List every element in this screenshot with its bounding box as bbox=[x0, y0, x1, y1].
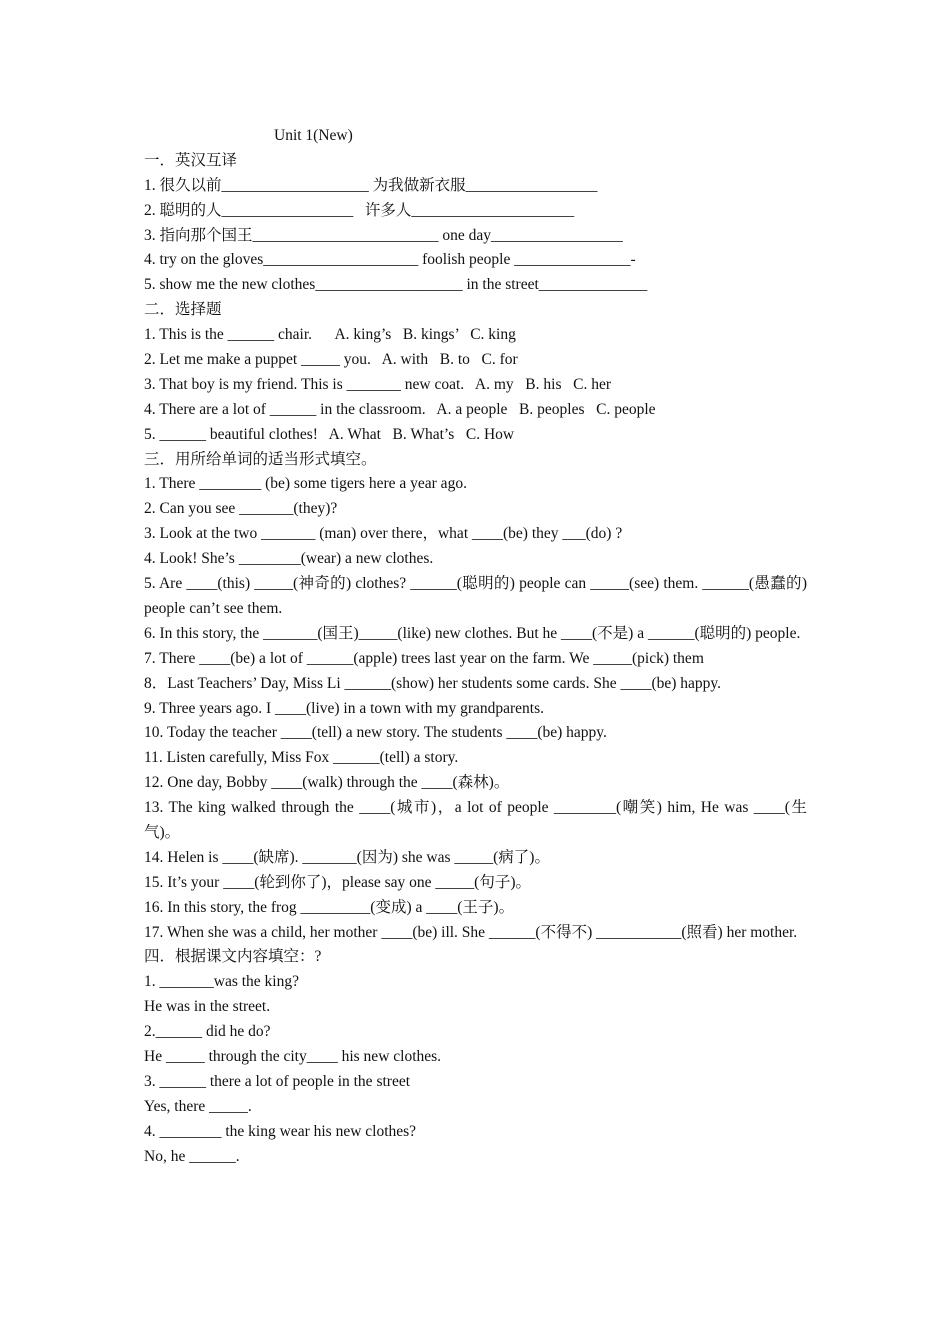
exercise-line: 8．Last Teachers’ Day, Miss Li ______(show) her students some cards. She ____(be) happy. bbox=[144, 674, 722, 692]
section-4-heading: 四．根据课文内容填空：? bbox=[144, 948, 322, 966]
exercise-line: 4. Look! She’s ________(wear) a new clothes. bbox=[144, 550, 434, 568]
exercise-line: 3. That boy is my friend. This is _______ new coat. A. my B. his C. her bbox=[144, 375, 611, 393]
exercise-line: 4. There are a lot of ______ in the classroom. A. a people B. peoples C. people bbox=[144, 400, 656, 418]
exercise-line: 5. show me the new clothes___________________ in the street______________ bbox=[144, 276, 648, 294]
exercise-line: He was in the street. bbox=[144, 998, 271, 1016]
exercise-line: 15. It’s your ____(轮到你了)，please say one _____(句子)。 bbox=[144, 873, 532, 891]
exercise-line: 1. There ________ (be) some tigers here a year ago. bbox=[144, 475, 467, 493]
exercise-line: 6. In this story, the _______(国王)_____(like) new clothes. But he ____(不是) a ______(聪明的) people. bbox=[144, 624, 801, 642]
exercise-line: 1. 很久以前___________________ 为我做新衣服_________________ bbox=[144, 176, 598, 194]
exercise-line: 2. Can you see _______(they)? bbox=[144, 500, 338, 518]
exercise-line: 5. ______ beautiful clothes! A. What B. What’s C. How bbox=[144, 425, 515, 443]
exercise-line: 17. When she was a child, her mother ____(be) ill. She ______(不得不) ___________(照看) her mother. bbox=[144, 923, 798, 941]
exercise-line: 4. ________ the king wear his new clothes? bbox=[144, 1122, 417, 1140]
exercise-line: 2. 聪明的人_________________ 许多人_____________________ bbox=[144, 201, 575, 219]
exercise-line: No, he ______. bbox=[144, 1147, 240, 1165]
exercise-line: 1. This is the ______ chair. A. king’s B. kings’ C. king bbox=[144, 326, 516, 344]
exercise-line: 7. There ____(be) a lot of ______(apple) trees last year on the farm. We _____(pick) them bbox=[144, 649, 704, 667]
page-title: Unit 1(New) bbox=[274, 127, 353, 144]
exercise-line: 12. One day, Bobby ____(walk) through the ____(森林)。 bbox=[144, 774, 510, 792]
exercise-line: 1. _______was the king? bbox=[144, 973, 299, 991]
exercise-line: 13. The king walked through the ____(城市)，a lot of people ________(嘲笑) him, He was ____(生气)。 bbox=[144, 799, 807, 841]
exercise-line: 3. 指向那个国王________________________ one day_________________ bbox=[144, 226, 623, 244]
section-1-heading: 一．英汉互译 bbox=[144, 151, 238, 169]
exercise-line: 2. Let me make a puppet _____ you. A. with B. to C. for bbox=[144, 351, 518, 369]
section-2-heading: 二．选择题 bbox=[144, 301, 222, 319]
exercise-line: 3. Look at the two _______ (man) over there，what ____(be) they ___(do) ? bbox=[144, 525, 623, 543]
exercise-line: 11. Listen carefully, Miss Fox ______(tell) a story. bbox=[144, 749, 459, 767]
exercise-line: 3. ______ there a lot of people in the street bbox=[144, 1072, 411, 1090]
exercise-line: 5. Are ____(this) _____(神奇的) clothes? ______(聪明的) people can _____(see) them. ______(愚蠢的) people can’t see them. bbox=[144, 575, 807, 617]
exercise-line: 2.______ did he do? bbox=[144, 1023, 271, 1041]
worksheet bbox=[144, 124, 807, 1170]
exercise-line: 9. Three years ago. I ____(live) in a town with my grandparents. bbox=[144, 699, 545, 717]
exercise-line: 16. In this story, the frog _________(变成) a ____(王子)。 bbox=[144, 898, 515, 916]
section-3-heading: 三．用所给单词的适当形式填空。 bbox=[144, 450, 377, 468]
exercise-line: 4. try on the gloves____________________ foolish people _______________- bbox=[144, 251, 636, 269]
exercise-line: 10. Today the teacher ____(tell) a new story. The students ____(be) happy. bbox=[144, 724, 607, 742]
exercise-line: Yes, there _____. bbox=[144, 1097, 252, 1115]
exercise-line: 14. Helen is ____(缺席). _______(因为) she was _____(病了)。 bbox=[144, 848, 550, 866]
exercise-line: He _____ through the city____ his new clothes. bbox=[144, 1048, 442, 1066]
